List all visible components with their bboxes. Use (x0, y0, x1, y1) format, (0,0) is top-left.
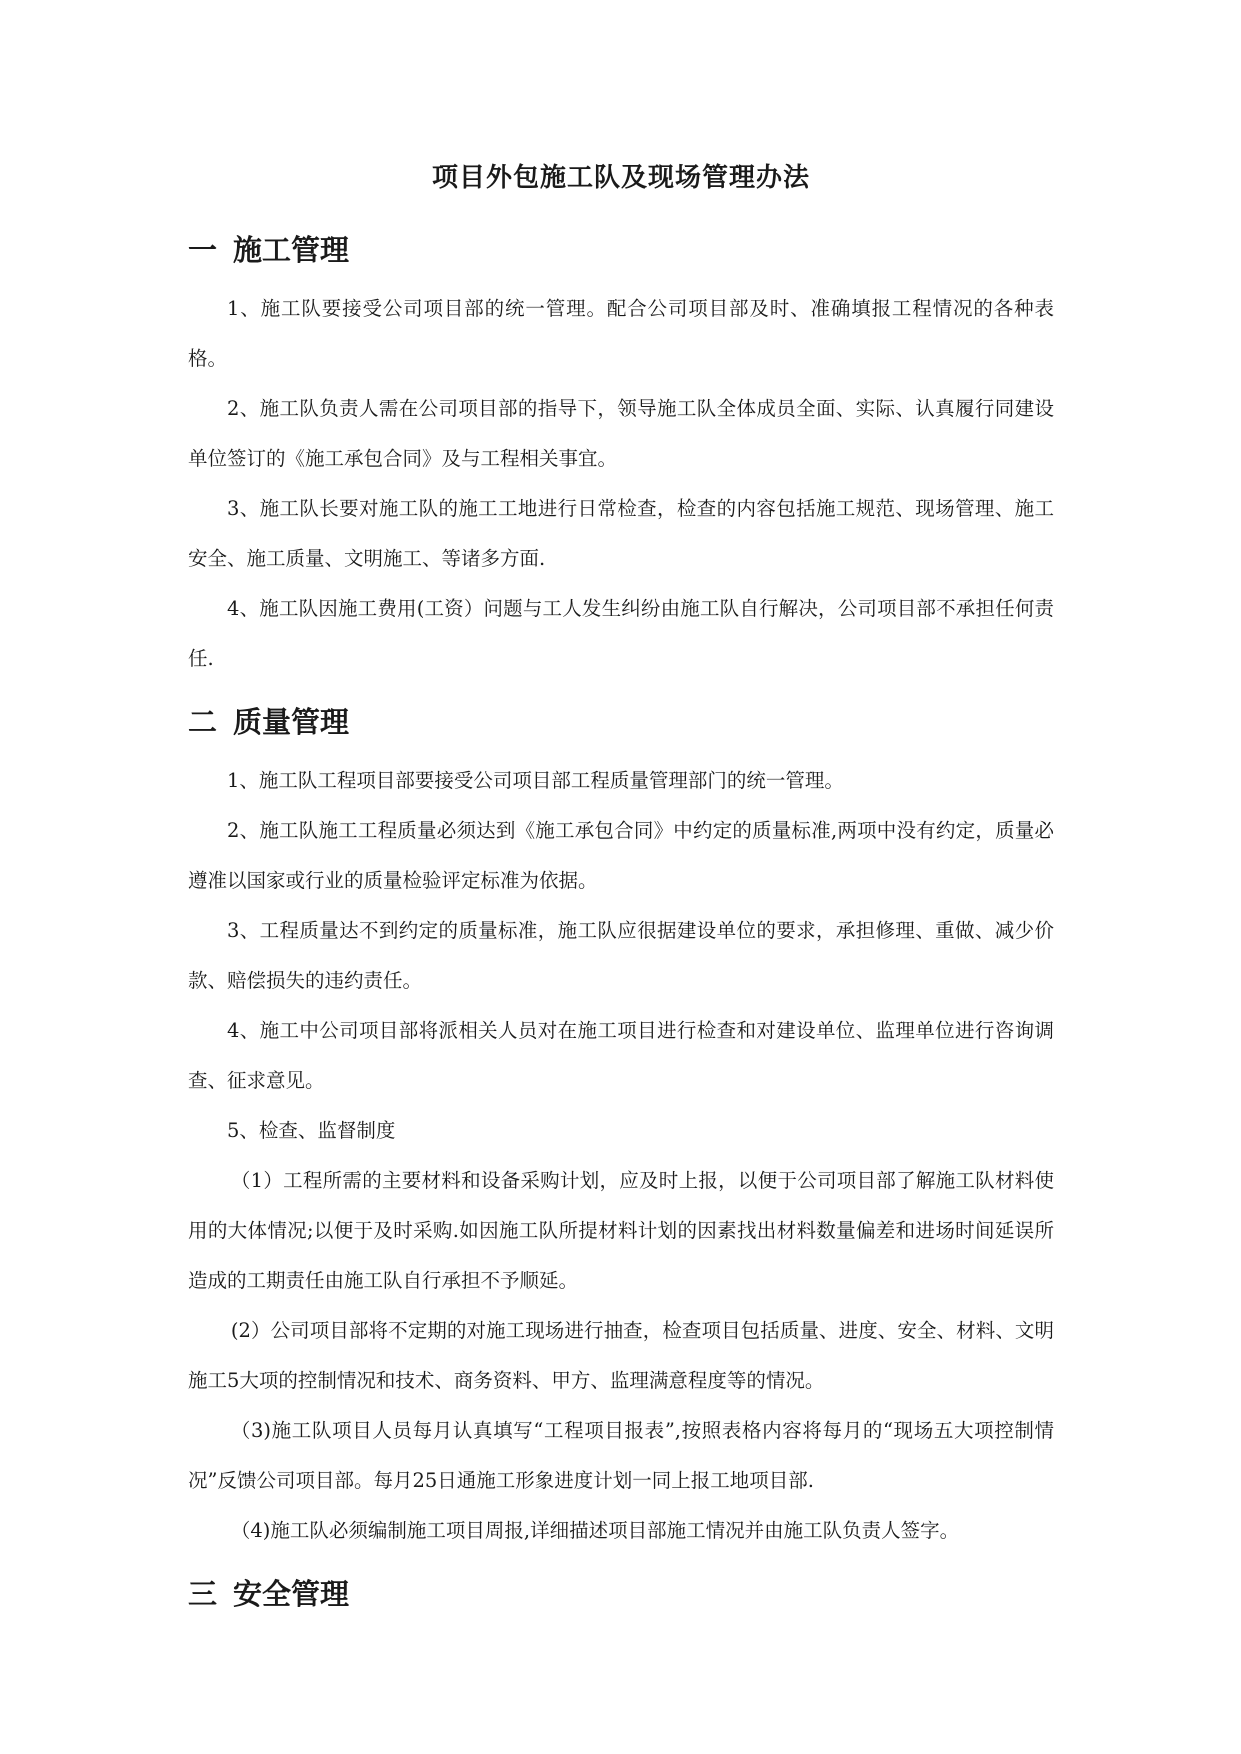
sub-paragraph: （3)施工队项目人员每月认真填写“工程项目报表”,按照表格内容将每月的“现场五大项控制情况”反馈公司项目部。每月25日通施工形象进度计划一同上报工地项目部. (188, 1419, 1054, 1492)
paragraph: 2、施工队负责人需在公司项目部的指导下，领导施工队全体成员全面、实际、认真履行同建设单位签订的《施工承包合同》及与工程相关事宜。 (188, 397, 1054, 470)
sub-paragraph: (2）公司项目部将不定期的对施工现场进行抽查，检查项目包括质量、进度、安全、材料、文明施工5大项的控制情况和技术、商务资料、甲方、监理满意程度等的情况。 (188, 1319, 1054, 1392)
section-number: 二 (188, 705, 218, 739)
section-title: 安全管理 (233, 1577, 350, 1611)
paragraph: 2、施工队施工工程质量必须达到《施工承包合同》中约定的质量标准,两项中没有约定，质量必遵准以国家或行业的质量检验评定标准为依据。 (188, 819, 1054, 892)
paragraph: 4、施工队因施工费用(工资）问题与工人发生纠纷由施工队自行解决，公司项目部不承担任何责任. (188, 597, 1054, 670)
paragraph: 4、施工中公司项目部将派相关人员对在施工项目进行检查和对建设单位、监理单位进行咨询调查、征求意见。 (188, 1019, 1054, 1092)
paragraph: 3、施工队长要对施工队的施工工地进行日常检查，检查的内容包括施工规范、现场管理、施工安全、施工质量、文明施工、等诸多方面. (188, 497, 1054, 570)
section-heading (188, 230, 1054, 270)
paragraph: 1、施工队工程项目部要接受公司项目部工程质量管理部门的统一管理。 (227, 769, 844, 792)
sub-paragraph: （4)施工队必须编制施工项目周报,详细描述项目部施工情况并由施工队负责人签字。 (230, 1519, 960, 1542)
section-title: 施工管理 (233, 233, 350, 267)
paragraph: 5、检查、监督制度 (227, 1119, 396, 1142)
section-quality-management (188, 702, 1054, 1556)
document-body (188, 160, 1054, 1632)
section-safety-management (188, 1574, 1054, 1614)
section-heading (188, 702, 1054, 742)
section-number: 三 (188, 1577, 218, 1611)
section-heading (188, 1574, 1054, 1614)
section-construction-management (188, 230, 1054, 684)
sub-paragraph: （1）工程所需的主要材料和设备采购计划，应及时上报，以便于公司项目部了解施工队材料使用的大体情况;以便于及时采购.如因施工队所提材料计划的因素找出材料数量偏差和进场时间延误所造成的工期责任由施工队自行承担不予顺延。 (188, 1169, 1054, 1292)
document-title: 项目外包施工队及现场管理办法 (431, 163, 810, 193)
paragraph: 3、工程质量达不到约定的质量标准，施工队应很据建设单位的要求，承担修理、重做、减少价款、赔偿损失的违约责任。 (188, 919, 1054, 992)
section-number: 一 (188, 233, 218, 267)
paragraph: 1、施工队要接受公司项目部的统一管理。配合公司项目部及时、准确填报工程情况的各种表格。 (188, 297, 1054, 370)
section-title: 质量管理 (233, 705, 350, 739)
